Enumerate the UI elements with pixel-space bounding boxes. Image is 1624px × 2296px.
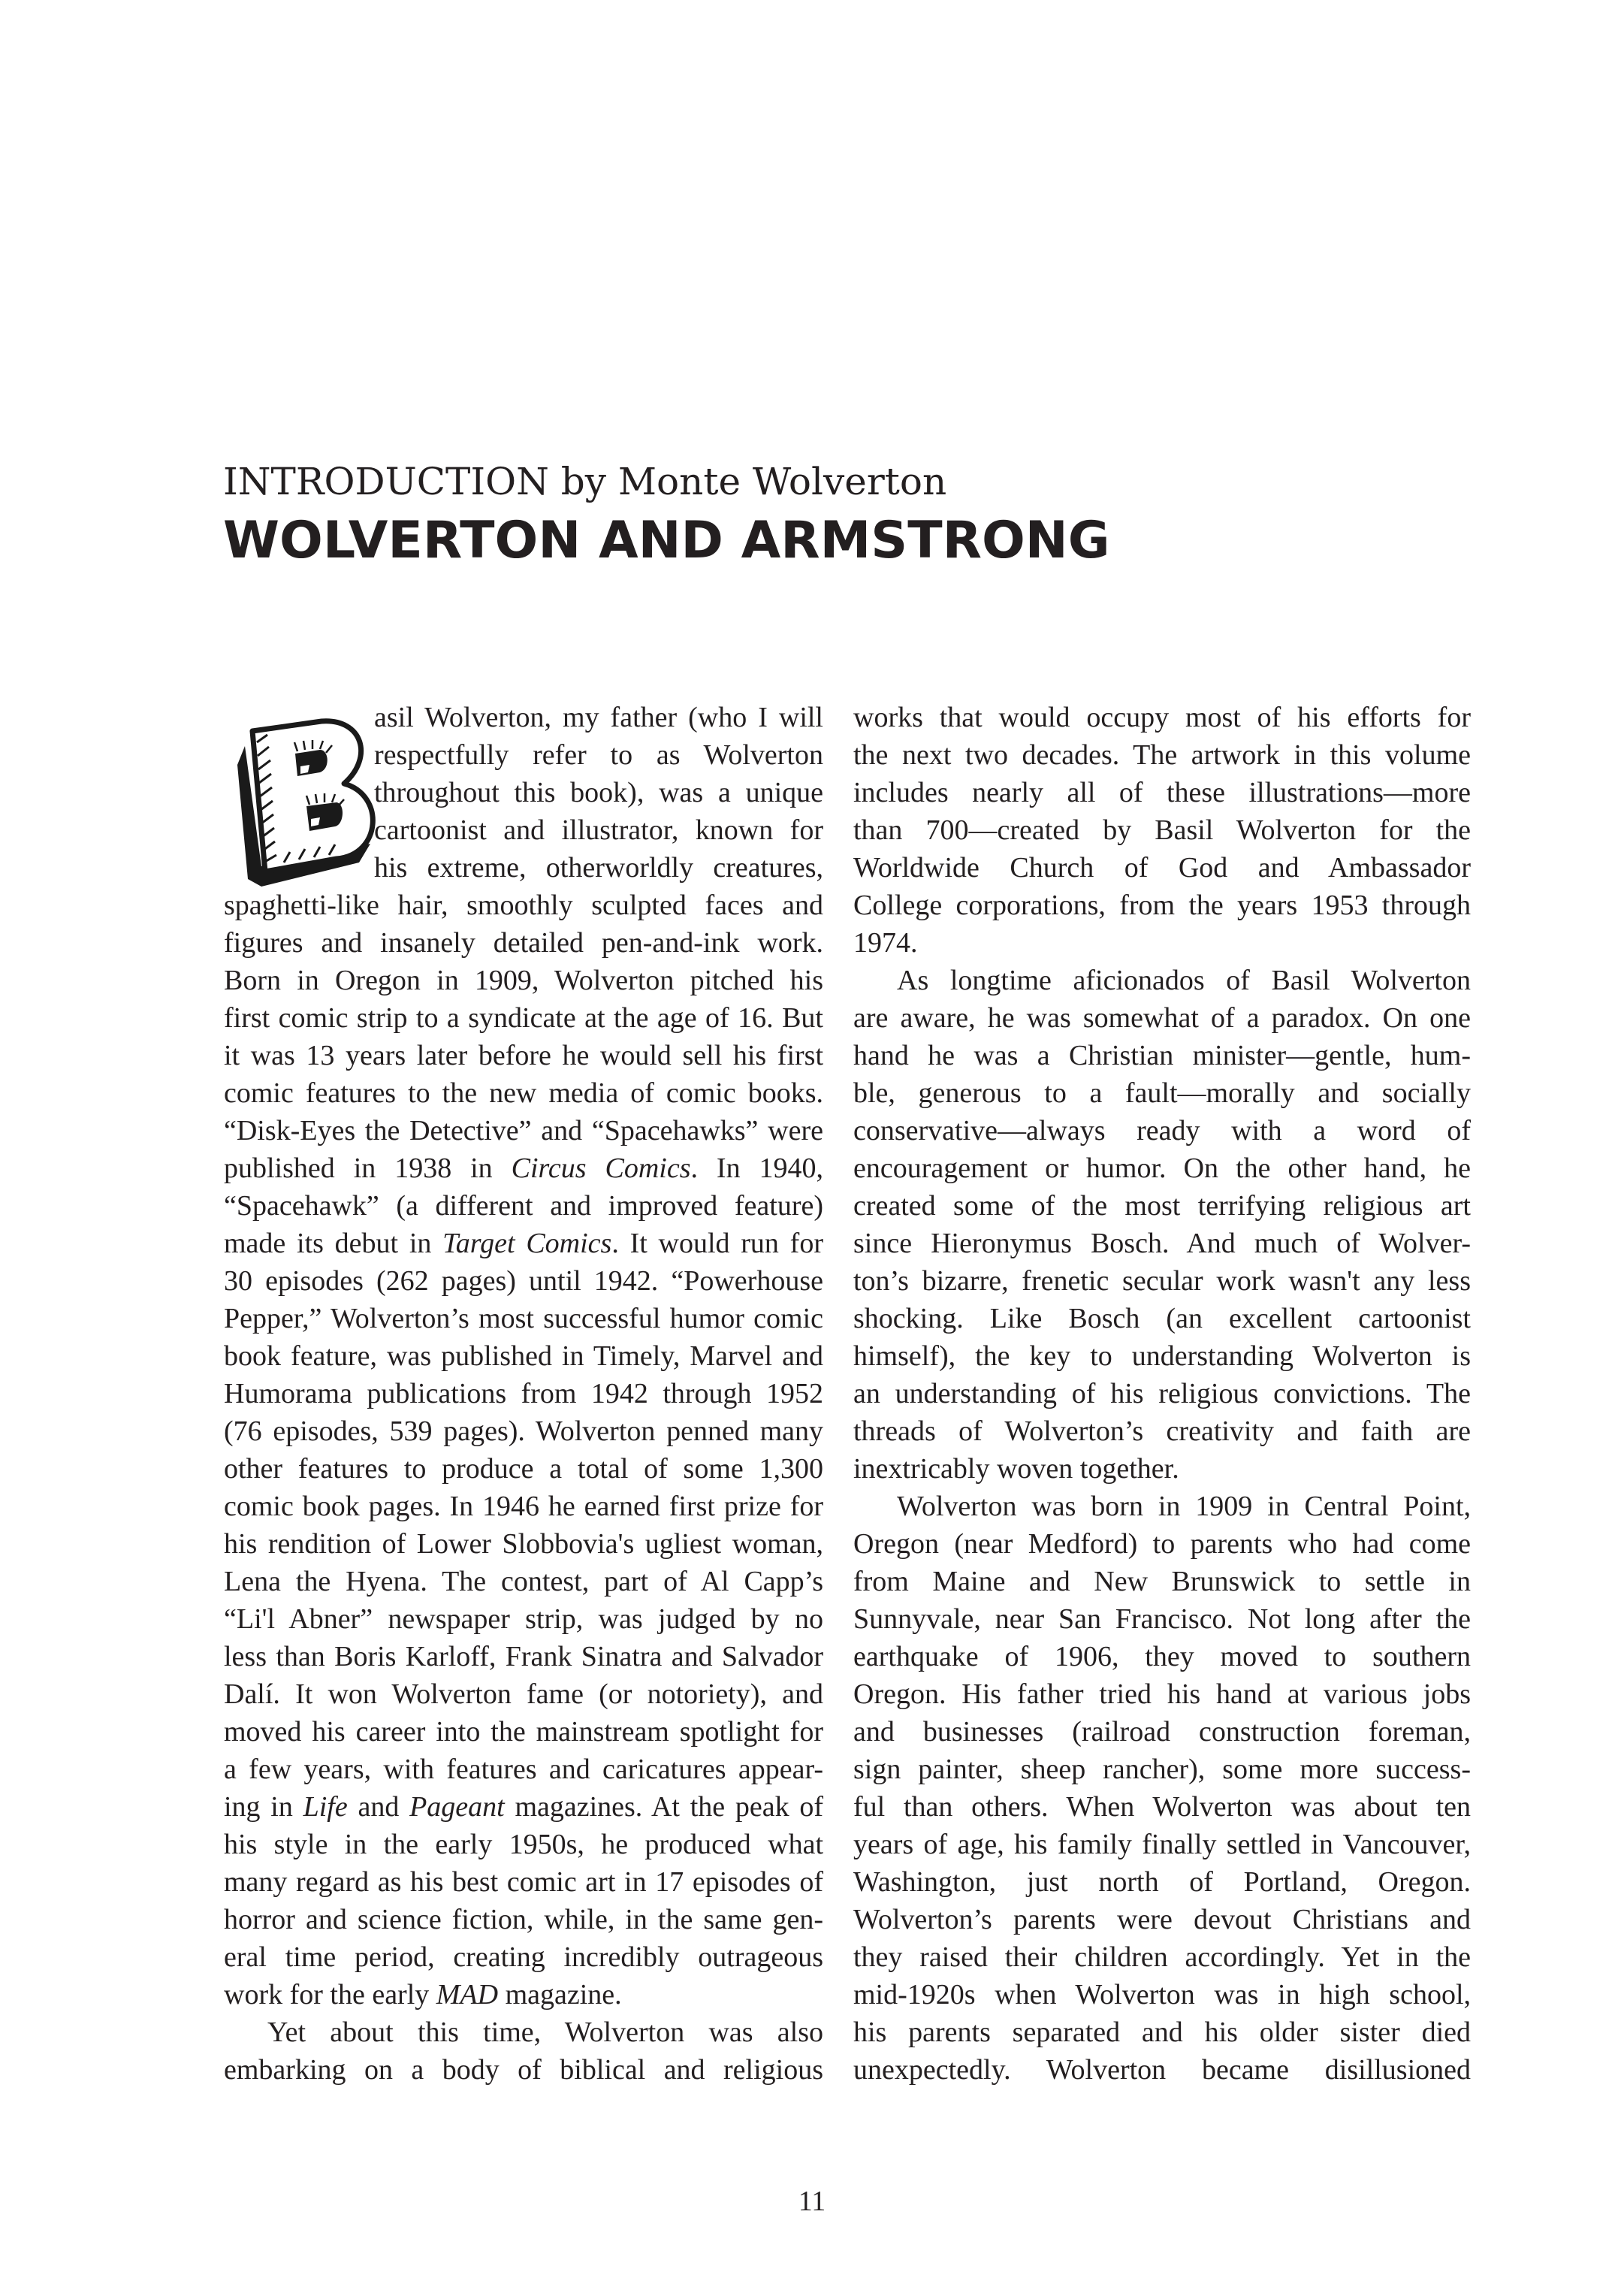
text-line: Yet about this time, Wolverton was also bbox=[267, 2017, 823, 2048]
text-line: a few years, with features and caricatures appear- bbox=[224, 1754, 823, 1785]
text-line: conservative—always ready with a word of bbox=[853, 1115, 1471, 1146]
text-line: figures and insanely detailed pen-and-ink work. bbox=[224, 927, 823, 959]
text-line: respectfully refer to as Wolverton bbox=[374, 739, 823, 771]
text-line: “Li'l Abner” newspaper strip, was judged by no bbox=[224, 1603, 823, 1635]
text-line: asil Wolverton, my father (who I will bbox=[374, 702, 823, 733]
text-line: work for the early MAD magazine. bbox=[224, 1979, 622, 2011]
text-line: ing in Life and Pageant magazines. At the peak of bbox=[224, 1791, 823, 1823]
text-line: Oregon (near Medford) to parents who had come bbox=[853, 1528, 1471, 1560]
text-line: from Maine and New Brunswick to settle in bbox=[853, 1566, 1471, 1597]
text-line: hand he was a Christian minister—gentle, hum- bbox=[853, 1040, 1471, 1071]
text-line: book feature, was published in Timely, Marvel and bbox=[224, 1340, 823, 1372]
text-line: threads of Wolverton’s creativity and faith are bbox=[853, 1415, 1471, 1447]
text-line: his rendition of Lower Slobbovia's ugliest woman, bbox=[224, 1528, 823, 1560]
text-line: works that would occupy most of his efforts for bbox=[853, 702, 1471, 733]
text-line: other features to produce a total of some 1,300 bbox=[224, 1453, 823, 1485]
text-line: horror and science fiction, while, in the same gen- bbox=[224, 1904, 823, 1935]
text-line: Worldwide Church of God and Ambassador bbox=[853, 852, 1471, 884]
text-line: (76 episodes, 539 pages). Wolverton penned many bbox=[224, 1415, 823, 1447]
page-number: 11 bbox=[798, 2186, 826, 2217]
text-line: earthquake of 1906, they moved to southern bbox=[853, 1641, 1471, 1672]
text-line: ble, generous to a fault—morally and socially bbox=[853, 1077, 1471, 1109]
text-line: 1974. bbox=[853, 927, 918, 959]
text-line: Born in Oregon in 1909, Wolverton pitched his bbox=[224, 965, 823, 996]
text-line: inextricably woven together. bbox=[853, 1453, 1179, 1485]
text-line: As longtime aficionados of Basil Wolverton bbox=[897, 965, 1471, 996]
text-line: “Disk-Eyes the Detective” and “Spacehawks” were bbox=[224, 1115, 823, 1146]
text-line: Oregon. His father tried his hand at various jobs bbox=[853, 1678, 1471, 1710]
text-line: 30 episodes (262 pages) until 1942. “Powerhouse bbox=[224, 1265, 823, 1297]
text-line: Wolverton’s parents were devout Christians and bbox=[853, 1904, 1471, 1935]
left-column bbox=[224, 699, 823, 2089]
text-line: College corporations, from the years 1953 through bbox=[853, 890, 1471, 921]
chapter-title: WOLVERTON AND ARMSTRONG bbox=[223, 511, 1110, 570]
text-line: ful than others. When Wolverton was about ten bbox=[853, 1791, 1471, 1823]
text-line: published in 1938 in Circus Comics. In 1940, bbox=[224, 1153, 824, 1184]
chapter-kicker: INTRODUCTION by Monte Wolverton bbox=[223, 460, 947, 503]
right-column bbox=[853, 699, 1471, 2089]
text-line: shocking. Like Bosch (an excellent cartoonist bbox=[853, 1303, 1471, 1334]
text-line: the next two decades. The artwork in this volume bbox=[853, 739, 1471, 771]
text-line: Washington, just north of Portland, Oregon. bbox=[853, 1866, 1471, 1898]
text-line: since Hieronymus Bosch. And much of Wolver- bbox=[853, 1228, 1471, 1259]
text-line: encouragement or humor. On the other hand, he bbox=[853, 1153, 1471, 1184]
text-line: Lena the Hyena. The contest, part of Al Capp’s bbox=[224, 1566, 823, 1597]
text-line: made its debut in Target Comics. It would run for bbox=[224, 1228, 823, 1259]
text-line: created some of the most terrifying religious art bbox=[853, 1190, 1471, 1222]
text-line: his style in the early 1950s, he produced what bbox=[224, 1829, 823, 1860]
text-line: spaghetti-like hair, smoothly sculpted faces and bbox=[224, 890, 823, 921]
text-line: includes nearly all of these illustrations—more bbox=[853, 777, 1471, 808]
text-line: an understanding of his religious convictions. The bbox=[853, 1378, 1471, 1409]
text-line: cartoonist and illustrator, known for bbox=[374, 814, 823, 846]
text-line: throughout this book), was a unique bbox=[374, 777, 823, 808]
text-line: Dalí. It won Wolverton fame (or notoriety), and bbox=[224, 1678, 823, 1710]
text-line: “Spacehawk” (a different and improved feature) bbox=[224, 1190, 823, 1222]
text-line: comic book pages. In 1946 he earned first prize for bbox=[224, 1491, 823, 1522]
text-line: Humorama publications from 1942 through 1952 bbox=[224, 1378, 823, 1409]
text-line: Sunnyvale, near San Francisco. Not long after the bbox=[853, 1603, 1471, 1635]
text-line: Wolverton was born in 1909 in Central Point, bbox=[897, 1491, 1471, 1522]
text-line: less than Boris Karloff, Frank Sinatra and Salvador bbox=[224, 1641, 823, 1672]
text-line: many regard as his best comic art in 17 episodes of bbox=[224, 1866, 823, 1898]
text-line: himself), the key to understanding Wolverton is bbox=[853, 1340, 1471, 1372]
text-line: his parents separated and his older sister died bbox=[853, 2017, 1471, 2048]
text-line: and businesses (railroad construction foreman, bbox=[853, 1716, 1471, 1748]
text-line: comic features to the new media of comic books. bbox=[224, 1077, 823, 1109]
text-line: first comic strip to a syndicate at the age of 16. But bbox=[224, 1002, 823, 1034]
text-line: his extreme, otherworldly creatures, bbox=[374, 852, 823, 884]
text-line: years of age, his family finally settled in Vancouver, bbox=[853, 1829, 1471, 1860]
text-line: moved his career into the mainstream spotlight for bbox=[224, 1716, 823, 1748]
text-line: unexpectedly. Wolverton became disillusioned bbox=[853, 2054, 1471, 2086]
text-line: they raised their children accordingly. Yet in the bbox=[853, 1941, 1471, 1973]
text-line: mid-1920s when Wolverton was in high school, bbox=[853, 1979, 1471, 2011]
text-line: sign painter, sheep rancher), some more success- bbox=[853, 1754, 1471, 1785]
decorative-dropcap-b-icon bbox=[231, 712, 382, 893]
text-line: Pepper,” Wolverton’s most successful humor comic bbox=[224, 1303, 823, 1334]
text-line: eral time period, creating incredibly outrageous bbox=[224, 1941, 823, 1973]
text-line: ton’s bizarre, frenetic secular work wasn't any less bbox=[853, 1265, 1471, 1297]
text-line: than 700—created by Basil Wolverton for the bbox=[853, 814, 1471, 846]
text-line: embarking on a body of biblical and religious bbox=[224, 2054, 823, 2086]
text-line: are aware, he was somewhat of a paradox. On one bbox=[853, 1002, 1471, 1034]
text-line: it was 13 years later before he would sell his first bbox=[224, 1040, 823, 1071]
